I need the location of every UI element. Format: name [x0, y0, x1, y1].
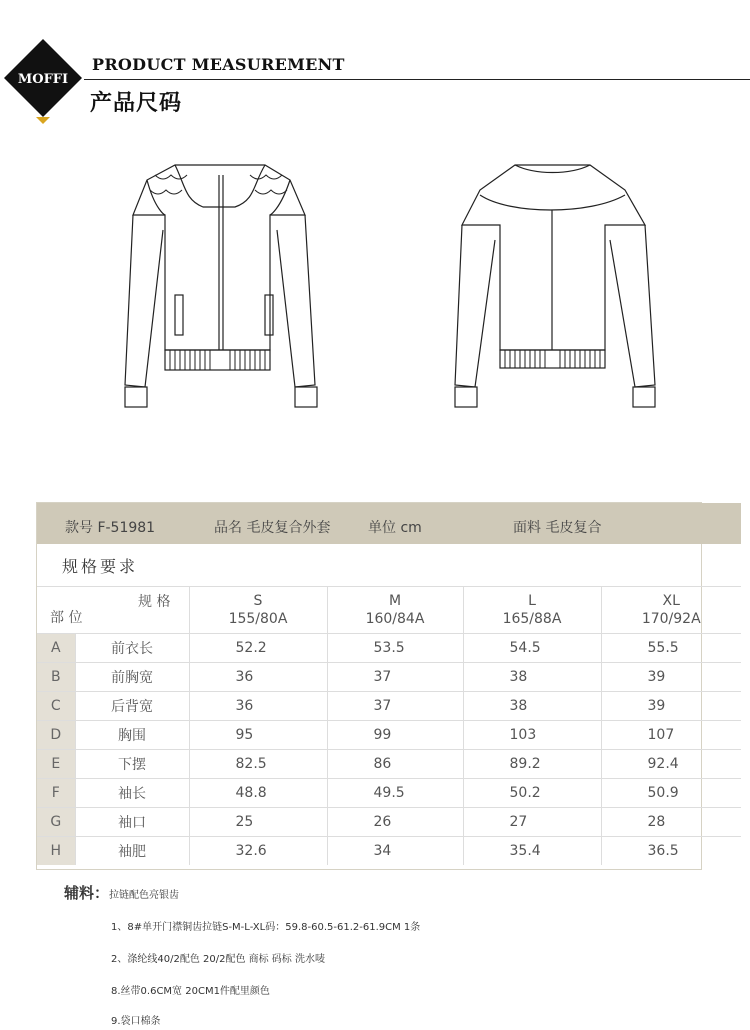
size-col-l: L 165/88A	[463, 587, 601, 634]
brand-logo	[2, 37, 84, 125]
corner-part-label: 部 位	[50, 610, 83, 626]
table-row: A 前衣长 52.2 53.5 54.5 55.5	[37, 634, 741, 663]
table-row: D 胸围 95 99 103 107	[37, 721, 741, 750]
notes-title: 辅料：拉链配色亮银齿	[64, 884, 180, 902]
table-row: F 袖长 48.8 49.5 50.2 50.9	[37, 779, 741, 808]
note-line: 2、涤纶线40/2配色 20/2配色 商标 码标 洗水唛	[111, 954, 325, 965]
notes-subtitle: 拉链配色亮银齿	[109, 890, 180, 901]
size-header-row	[37, 587, 741, 634]
unit: 单位 cm	[368, 520, 422, 536]
size-chart	[36, 502, 702, 870]
note-line: 1、8#单开门襟铜齿拉链S-M-L-XL码：59.8-60.5-61.2-61.9CM 1条	[111, 922, 421, 933]
product-info-row	[37, 503, 741, 544]
table-row: C 后背宽 36 37 38 39	[37, 692, 741, 721]
note-line: 9.袋口棉条	[111, 1016, 161, 1027]
corner-spec-label: 规 格	[138, 594, 171, 610]
product-name: 品名 毛皮复合外套	[214, 520, 331, 536]
size-col-xl: XL 170/92A	[601, 587, 741, 634]
style-number: 款号 F-51981	[65, 520, 156, 536]
header-divider	[84, 79, 750, 80]
table-row: E 下摆 82.5 86 89.2 92.4	[37, 750, 741, 779]
corner-header	[37, 587, 189, 634]
note-line: 8.丝带0.6CM宽 20CM1件配里颜色	[111, 986, 270, 997]
jacket-front-sketch	[105, 155, 335, 425]
size-col-s: S 155/80A	[189, 587, 327, 634]
section-title: 规格要求	[37, 544, 741, 587]
table-row: H 袖肥 32.6 34 35.4 36.5	[37, 837, 741, 866]
size-col-m: M 160/84A	[327, 587, 463, 634]
jacket-back-sketch	[440, 155, 670, 425]
fabric: 面料 毛皮复合	[513, 520, 602, 536]
table-row: B 前胸宽 36 37 38 39	[37, 663, 741, 692]
table-row: G 袖口 25 26 27 28	[37, 808, 741, 837]
page-title-en: PRODUCT MEASUREMENT	[92, 55, 345, 74]
page-title-cn: 产品尺码	[90, 90, 183, 116]
logo-text: MOFFI	[17, 72, 69, 87]
